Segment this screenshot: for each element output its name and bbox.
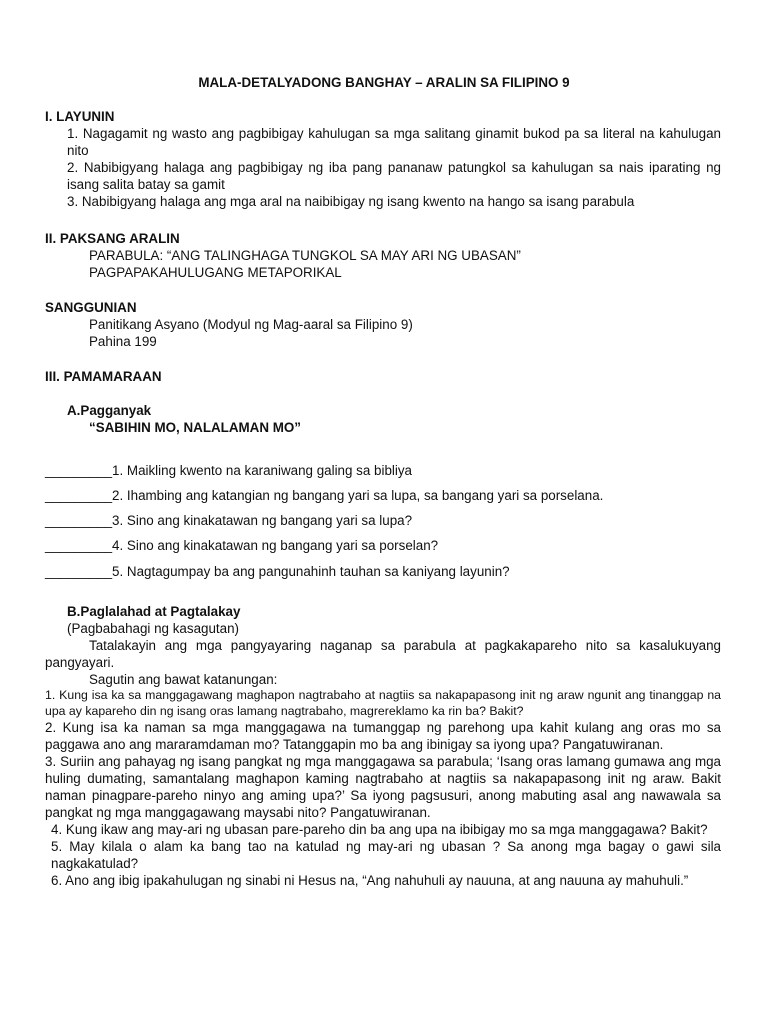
layunin-section <box>45 108 721 210</box>
question-5: 5. May kilala o alam ka bang tao na katulad ng may-ari ng ubasan ? Sa anong mga bagay o gawi sila nagkakatulad? <box>51 839 721 871</box>
quiz-item-4: _________4. Sino ang kinakatawan ng bangang yari sa porselan? <box>45 538 439 553</box>
document-title: MALA-DETALYADONG BANGHAY – ARALIN SA FILIPINO 9 <box>198 75 570 90</box>
sanggunian-heading: SANGGUNIAN <box>45 300 137 315</box>
question-3: 3. Suriin ang pahayag ng isang pangkat ng mga manggagawa sa parabula; ‘Isang oras lamang gumawa ang mga huling dumating, samantalang maghapon kaming nagtrabaho at nagtiis sa nakapapasong init ng araw. Bakit naman pinagpare-pareho ninyo ang aming upa?’ Sa iyong pagsusuri, anong mabuting asal ang nawawala sa pangkat ng mga manggagawang maysabi nito? Pangatuwiranan. <box>45 754 721 820</box>
quiz-item-5: _________5. Nagtagumpay ba ang pangunahinh tauhan sa kaniyang layunin? <box>45 564 510 579</box>
paksa-subtopic: PAGPAPAKAHULUGANG METAPORIKAL <box>89 265 342 280</box>
paglalahad-instruction: Sagutin ang bawat katanungan: <box>89 672 278 687</box>
pagganyak-section <box>45 402 721 436</box>
paglalahad-section <box>45 603 721 889</box>
layunin-item-2: 2. Nabibigyang halaga ang pagbibigay ng iba pang pananaw patungkol sa kahulugan sa nais iparating ng isang salita batay sa gamit <box>67 160 721 192</box>
sanggunian-page: Pahina 199 <box>89 334 157 349</box>
paglalahad-heading: B.Paglalahad at Pagtalakay <box>67 604 241 619</box>
pamamaraan-heading-block <box>45 368 721 385</box>
paglalahad-paragraph: Tatalakayin ang mga pangyayaring naganap sa parabula at pagkakapareho nito sa kasalukuyang pangyayari. <box>45 638 721 670</box>
question-1: 1. Kung isa ka sa manggagawang maghapon nagtrabaho at nagtiis sa nakapapasong init ng araw ngunit ang tinanggap na upa ay kapareho din ng isang oras lamang nagtrabaho, magrereklamo ka rin ba? Bakit? <box>45 688 721 718</box>
paglalahad-subtitle: (Pagbabahagi ng kasagutan) <box>67 621 239 636</box>
pagganyak-title: “SABIHIN MO, NALALAMAN MO” <box>89 420 302 435</box>
question-4: 4. Kung ikaw ang may-ari ng ubasan pare-pareho din ba ang upa na ibibigay mo sa mga manggagawa? Bakit? <box>51 822 708 837</box>
paksa-parabula: PARABULA: “ANG TALINGHAGA TUNGKOL SA MAY ARI NG UBASAN” <box>89 248 521 263</box>
pagganyak-heading: A.Pagganyak <box>67 403 152 418</box>
question-6: 6. Ano ang ibig ipakahulugan ng sinabi ni Hesus na, “Ang nahuhuli ay nauuna, at ang nauuna ay mahuhuli.” <box>51 873 689 888</box>
layunin-heading: I. LAYUNIN <box>45 109 115 124</box>
layunin-item-3: 3. Nabibigyang halaga ang mga aral na naibibigay ng isang kwento na hango sa isang parabula <box>67 194 635 209</box>
sanggunian-section <box>45 299 721 350</box>
paksa-section <box>45 230 721 281</box>
quiz-item-3: _________3. Sino ang kinakatawan ng bangang yari sa lupa? <box>45 513 413 528</box>
quiz-item-1: _________1. Maikling kwento na karaniwang galing sa bibliya <box>45 463 413 478</box>
pamamaraan-heading: III. PAMAMARAAN <box>45 369 162 384</box>
sanggunian-book: Panitikang Asyano (Modyul ng Mag-aaral sa Filipino 9) <box>89 317 413 332</box>
question-2: 2. Kung isa ka naman sa mga manggagawa na tumanggap ng parehong upa kahit kulang ang oras mo sa paggawa ano ang mararamdaman mo? Tatanggapin mo ba ang ibinigay sa iyong upa? Pangatuwiranan. <box>45 720 721 752</box>
layunin-item-1: 1. Nagagamit ng wasto ang pagbibigay kahulugan sa mga salitang ginamit bukod pa sa literal na kahulugan nito <box>67 126 721 158</box>
paksa-heading: II. PAKSANG ARALIN <box>45 231 180 246</box>
quiz-item-2: _________2. Ihambing ang katangian ng bangang yari sa lupa, sa bangang yari sa porselana. <box>45 488 604 503</box>
